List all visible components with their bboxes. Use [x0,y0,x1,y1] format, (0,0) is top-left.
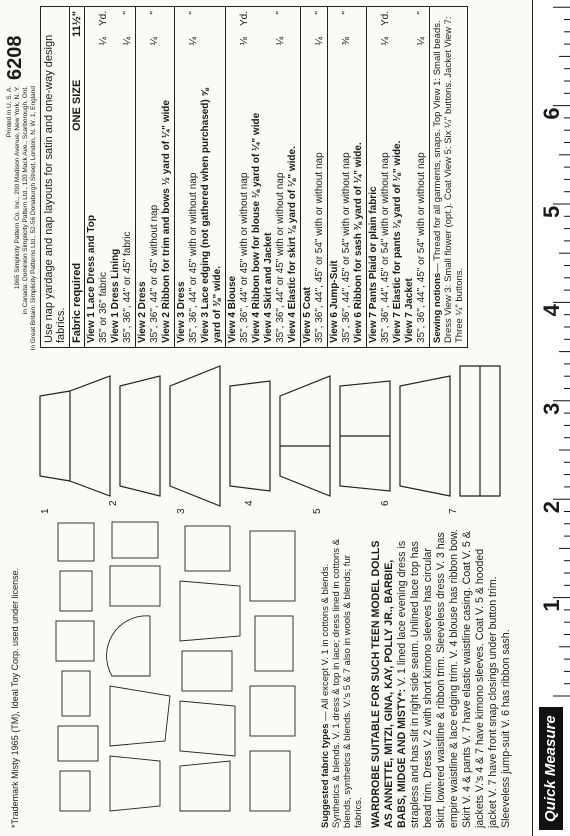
table-cell: View 4 Blouse [227,275,238,343]
col-size-value: 11½" [71,11,83,38]
table-cell: " [275,11,286,15]
table-cell: View 7 Elastic for pants ⅛ yard of ⅛" wide. [392,140,403,343]
trademark-note: *Trademark Misty 1965 (TM), Ideal Toy Corp. used under license. [10,567,20,828]
table-row [98,11,110,343]
table-header [70,7,85,347]
table-cell: View 3 Lace edging (not gathered when purchased) ⅝ yard of ⅜" wide. [200,88,223,343]
table-row [314,11,326,343]
table-cell [110,11,122,37]
table-cell: View 4 Skirt and Jacket [263,232,274,343]
table-cell [227,37,239,75]
pattern-number: 6208 [4,35,26,80]
table-row [368,11,380,343]
ruler-number: 6 [539,107,564,120]
publisher-line: In Great Britain: Simplicity Patterns Ltd., 52-56 Donaburgh Street, London, N. W. 1, England [30,86,37,351]
table-row [137,11,149,343]
table-row [287,11,299,343]
table-row [380,11,392,343]
table-cell: Yd. [98,11,109,27]
table-cell: View 2 Dress [137,281,148,343]
table-cell [404,11,416,37]
view-number: 6 [380,500,391,506]
table-cell [287,11,299,37]
table-cell: View 1 Dress Lining [110,248,121,343]
table-row [416,11,428,343]
fabric-types [320,528,364,828]
table-row [353,11,365,343]
table-cell [137,37,149,75]
table-cell [86,11,98,37]
table-group [301,7,328,347]
publisher-line: Printed in U. S. A. [6,86,13,138]
table-cell: " [314,11,325,15]
table-row [302,11,314,343]
table-row [200,11,224,343]
table-cell: ¼ [380,37,391,46]
table-row [227,11,239,343]
quick-measure-ruler [532,0,570,836]
table-cell [392,37,404,75]
table-cell [287,37,299,75]
table-row [86,11,98,343]
table-cell: " [341,11,352,15]
table-row [122,11,134,343]
table-cell: View 4 Ribbon bow for blouse ⅛ yard of ¼" wide [251,112,262,343]
table-cell [251,37,263,75]
table-cell [329,11,341,37]
table-cell: 35", 36", 44", 45" or 54" with or without nap [416,152,427,343]
table-row [176,11,188,343]
table-group [367,7,430,347]
ruler-number: 5 [539,205,564,218]
table-cell [263,37,275,75]
table-cell: ¼ [416,37,427,46]
table-cell: 35", 36", 44" or 45" without nap [149,204,160,343]
table-cell: View 6 Ribbon for sash ⅜ yard of ¼" wide. [353,142,364,343]
col-size: ONE SIZE [71,79,83,131]
table-cell: View 2 Ribbon for trim and bows ½ yard of ¼" wide [161,100,172,343]
table-cell [329,37,341,75]
table-cell: 35", 36", 44", 45" or 54" with or without nap [314,152,325,343]
table-row [263,11,275,343]
table-cell: View 6 Jump-Suit [329,260,340,343]
table-row [392,11,404,343]
table-cell [251,11,263,37]
ruler-number: 2 [539,500,564,514]
view-illustrations [30,351,520,516]
table-cell [263,11,275,37]
table-cell [302,37,314,75]
table-cell: ⅛ [239,37,250,46]
description-body: V. 1 lined lace evening dress is strapless and has slit in right side seam. Unlined lace top has bead trim. Dress V. 2 with short kimono sleeves has circular skirt, lowered waistline & ribbon trim. Sleeveless dress V. 3 has empire waistline & lace edging trim. V. 4 blouse has ribbon bow. Skirt V. 4 & pants V. 7 have elastic waistline casing. Coat V. 5 & jackets V.'s 4 & 7 have kimono sleeves. Coat V. 5 & hooded jacket V. 7 have front snap closings under button trim. Sleeveless jump-suit V. 6 has ribbon sash. [396,529,512,828]
table-cell [353,11,365,37]
table-cell: " [188,11,199,15]
table-cell: 35", 36", 44" or 45" fabric [122,231,133,343]
table-group [328,7,367,347]
table-cell [86,37,98,75]
table-cell [110,37,122,75]
notions-title: Sewing notions [432,272,443,343]
table-cell [368,37,380,75]
table-row [239,11,251,343]
table-cell: ⅜ [341,37,352,46]
fabric-types-title: Suggested fabric types [320,723,331,828]
pattern-pieces [50,516,310,816]
table-cell [302,11,314,37]
description [370,528,513,828]
table-cell: ¼ [98,37,109,46]
table-cell: " [149,11,160,15]
ruler-number: 1 [539,599,564,612]
sewing-notions [430,7,467,347]
view-number: 7 [448,508,459,514]
view-number: 3 [176,508,187,514]
table-row [275,11,287,343]
publisher-info [6,86,38,366]
table-cell: ¼ [314,37,325,46]
table-cell: View 3 Dress [176,281,187,343]
table-cell: View 5 Coat [302,287,313,343]
table-note: Use nap yardage and nap layouts for satin and one-way design fabrics. [41,7,70,347]
table-row [110,11,122,343]
table-cell [176,37,188,75]
table-cell: " [416,11,427,15]
table-group [136,7,175,347]
table-cell: 35", 36", 44" or 45" with or without nap [188,172,199,343]
view-number: 1 [40,508,51,514]
table-cell [227,11,239,37]
table-cell: ¼ [275,37,286,46]
table-cell: View 4 Elastic for skirt ⅛ yard of ⅛" wide. [287,146,298,343]
table-cell: 35", 36", 44" or 45" with or without nap [239,172,250,343]
view-number: 5 [312,508,323,514]
table-row [188,11,200,343]
table-cell: View 1 Lace Dress and Top [86,214,97,343]
table-group [85,7,136,347]
table-cell [137,11,149,37]
table-group [175,7,226,347]
view-number: 2 [108,500,119,506]
notions-text: — Thread for all garments, snaps. Top View 1: Small beads. Dress View 3: Small flower (opt.). Coat View 5: Six ¼" buttons. Jacket View 7: Three ¼" buttons. [432,16,465,343]
quick-measure-label: Quick Measure [539,707,563,830]
table-row [404,11,416,343]
ruler-number: 4 [539,304,564,317]
table-cell: ¼ [149,37,160,46]
table-row [149,11,161,343]
table-cell: " [122,11,133,15]
table-cell: View 7 Pants Plaid or plain fabric [368,186,379,343]
table-cell: ¼ [188,37,199,46]
table-cell [368,11,380,37]
table-cell: 35" or 36" fabric [98,271,109,343]
table-cell [404,37,416,75]
table-cell [392,11,404,37]
table-cell [161,11,173,37]
publisher-line: in Canada: Dominion Simplicity Pattern Ltd., 120 Mack Ave., Scarborough, Ont. [22,86,29,315]
table-cell: Yd. [380,11,391,27]
view-number: 4 [244,500,255,506]
table-cell: 35", 36", 44" or 45" with or without nap [275,172,286,343]
table-cell: View 7 Jacket [404,278,415,343]
yardage-table [40,6,468,348]
description-title: WARDROBE SUITABLE FOR SUCH TEEN MODEL DOLLS AS ANNETTE, MITZI, GINA, KAY, POLLY JR., BARBIE, BABS, MIDGE AND MISTY*: [370,540,408,828]
ruler-number: 3 [539,402,564,415]
table-group [226,7,301,347]
table-row [341,11,353,343]
table-cell [176,11,188,37]
table-row [251,11,263,343]
publisher-line: 1965 Simplicity Pattern Co. Inc., 200 Madison Avenue, New York, N. Y. [14,86,21,290]
table-cell: 35", 36", 44", 45" or 54" with or without nap [380,152,391,343]
table-cell: Yd. [239,11,250,27]
table-row [161,11,173,343]
fabric-types-body: — All except V. 1 in cottons & blends. Synthetics & blends. V. 1 dress & top in lace; dress lined in cottons & blends, synthetics & blends. V.'s 5 & 7 also in wools & blends; fur fabrics. [320,538,364,828]
table-groups [85,7,430,347]
table-cell [200,37,224,75]
table-cell: 35", 36", 44", 45" or 54" with or without nap [341,152,352,343]
table-cell [200,11,224,37]
table-cell [353,37,365,75]
table-cell [161,37,173,75]
table-row [329,11,341,343]
table-cell: ¼ [122,37,133,46]
col-fabric: Fabric required [71,262,83,343]
